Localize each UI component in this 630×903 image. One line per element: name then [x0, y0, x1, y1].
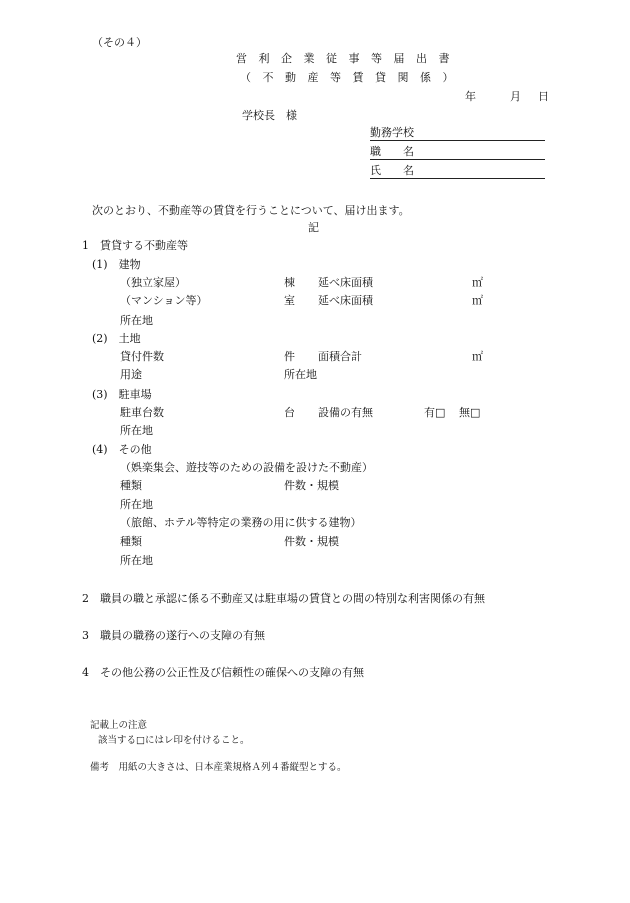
- detached-floor-area-label: 延べ床面積: [318, 276, 373, 289]
- notes-heading: 記載上の注意: [90, 720, 148, 731]
- addressee: 学校長 様: [242, 109, 297, 122]
- mansion-unit: 室: [284, 294, 295, 307]
- land-sqm-unit: ㎡: [472, 350, 483, 363]
- name-field-line[interactable]: [370, 178, 545, 179]
- detached-sqm-unit: ㎡: [472, 276, 483, 289]
- date-day-label: 日: [538, 90, 549, 103]
- parking-facility-label: 設備の有無: [318, 406, 373, 419]
- document-subtitle: （ 不 動 産 等 賃 貸 関 係 ）: [240, 71, 458, 84]
- other-heading: (4) その他: [92, 443, 152, 456]
- parking-spaces-label: 駐車台数: [120, 406, 164, 419]
- hotel-location-label: 所在地: [120, 554, 153, 567]
- parking-location-label: 所在地: [120, 424, 153, 437]
- mansion-floor-area-label: 延べ床面積: [318, 294, 373, 307]
- parking-facility-no-checkbox[interactable]: 無□: [459, 406, 481, 419]
- school-label: 勤務学校: [370, 126, 414, 139]
- hotel-type-label: 種類: [120, 535, 142, 548]
- intro-text: 次のとおり、不動産等の賃貸を行うことについて、届け出ます。: [92, 204, 410, 217]
- notes-checkmark-instruction: 該当する□にはレ印を付けること。: [98, 735, 250, 746]
- section-2-heading: 2 職員の職と承認に係る不動産又は駐車場の賃貸との間の特別な利害関係の有無: [82, 592, 485, 605]
- section-1-heading: 1 賃貸する不動産等: [82, 239, 188, 252]
- date-month-label: 月: [510, 90, 521, 103]
- entertainment-count-scale-label: 件数・規模: [284, 479, 339, 492]
- land-lease-count-label: 貸付件数: [120, 350, 164, 363]
- entertainment-location-label: 所在地: [120, 498, 153, 511]
- hotel-count-scale-label: 件数・規模: [284, 535, 339, 548]
- land-area-total-label: 面積合計: [318, 350, 362, 363]
- parking-spaces-unit: 台: [284, 406, 295, 419]
- form-number: （その４）: [92, 36, 147, 49]
- detached-house-label: （独立家屋）: [120, 276, 186, 289]
- land-count-unit: 件: [284, 350, 295, 363]
- section-3-heading: 3 職員の職務の遂行への支障の有無: [82, 629, 265, 642]
- mansion-label: （マンション等）: [120, 294, 208, 307]
- parking-heading: (3) 駐車場: [92, 388, 152, 401]
- parking-facility-yes-checkbox[interactable]: 有□: [424, 406, 446, 419]
- remarks-paper-size: 備考 用紙の大きさは、日本産業規格Ａ列４番縦型とする。: [90, 762, 347, 773]
- document-title: 営 利 企 業 従 事 等 届 出 書: [236, 52, 454, 65]
- land-heading: (2) 土地: [92, 332, 141, 345]
- ki-mark: 記: [308, 221, 319, 234]
- school-field-line[interactable]: [370, 140, 545, 141]
- buildings-heading: (1) 建物: [92, 258, 141, 271]
- position-field-line[interactable]: [370, 159, 545, 160]
- land-usage-label: 用途: [120, 368, 142, 381]
- mansion-sqm-unit: ㎡: [472, 294, 483, 307]
- detached-unit: 棟: [284, 276, 295, 289]
- entertainment-type-label: 種類: [120, 479, 142, 492]
- building-location-label: 所在地: [120, 314, 153, 327]
- date-year-label: 年: [465, 90, 476, 103]
- position-label: 職 名: [370, 145, 414, 158]
- section-4-heading: 4 その他公務の公正性及び信頼性の確保への支障の有無: [82, 666, 364, 679]
- land-location-label: 所在地: [284, 368, 317, 381]
- entertainment-facility-note: （娯楽集会、遊技等のための設備を設けた不動産）: [120, 461, 373, 474]
- hotel-building-note: （旅館、ホテル等特定の業務の用に供する建物）: [120, 516, 362, 529]
- name-label: 氏 名: [370, 164, 414, 177]
